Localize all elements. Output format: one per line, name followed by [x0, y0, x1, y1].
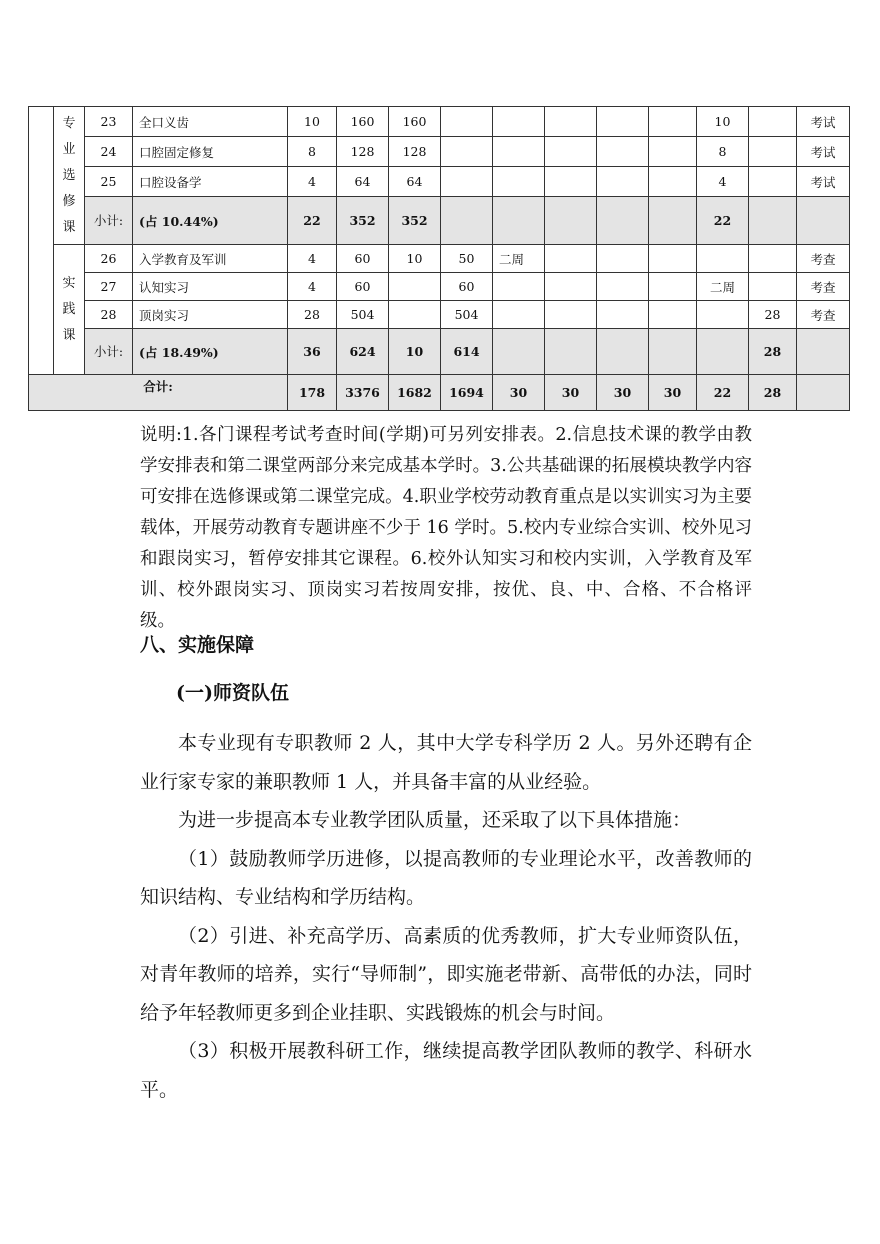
cell: 22 — [697, 197, 749, 245]
cell — [545, 301, 597, 329]
cell: 128 — [337, 137, 389, 167]
cell — [649, 107, 697, 137]
cell: 22 — [288, 197, 337, 245]
cell: 504 — [337, 301, 389, 329]
cell: 60 — [337, 245, 389, 273]
cell: 4 — [697, 167, 749, 197]
cell — [797, 329, 850, 375]
cell: 624 — [337, 329, 389, 375]
paragraph: 为进一步提高本专业教学团队质量，还采取了以下具体措施： — [178, 809, 692, 831]
paragraph: （3）积极开展教科研工作，继续提高教学团队教师的教学、科研水平。 — [140, 1040, 752, 1101]
subtotal-percent: (占 18.49%) — [133, 329, 288, 375]
table-row — [29, 273, 850, 301]
cell — [749, 167, 797, 197]
cell: 考试 — [797, 137, 850, 167]
cell — [441, 167, 493, 197]
cell — [797, 197, 850, 245]
cell: 128 — [389, 137, 441, 167]
course-no: 23 — [85, 107, 133, 137]
cell: 30 — [649, 375, 697, 411]
cell — [545, 137, 597, 167]
cell — [649, 301, 697, 329]
cell: 352 — [337, 197, 389, 245]
cell — [493, 137, 545, 167]
course-no: 25 — [85, 167, 133, 197]
category-cell: 实践课 — [54, 245, 85, 375]
subtotal-row — [29, 329, 850, 375]
body-text — [140, 724, 752, 1109]
cell: 考查 — [797, 301, 850, 329]
cell — [493, 167, 545, 197]
cell — [597, 329, 649, 375]
course-schedule-table — [28, 106, 850, 411]
cell: 60 — [337, 273, 389, 301]
cell: 160 — [389, 107, 441, 137]
course-no: 24 — [85, 137, 133, 167]
cell — [597, 273, 649, 301]
cell — [697, 301, 749, 329]
cell — [597, 137, 649, 167]
cell — [493, 301, 545, 329]
course-name: 口腔固定修复 — [133, 137, 288, 167]
cell: 64 — [389, 167, 441, 197]
table-row — [29, 107, 850, 137]
cell: 考查 — [797, 245, 850, 273]
cell: 10 — [697, 107, 749, 137]
cell — [649, 329, 697, 375]
category-cell: 专业选修课 — [54, 107, 85, 245]
cell — [749, 107, 797, 137]
cell: 4 — [288, 273, 337, 301]
section-heading: 八、实施保障 — [140, 634, 255, 656]
cell — [545, 167, 597, 197]
cell — [649, 273, 697, 301]
cell — [545, 107, 597, 137]
cell: 28 — [288, 301, 337, 329]
cell: 30 — [493, 375, 545, 411]
cell: 64 — [337, 167, 389, 197]
cell — [749, 137, 797, 167]
cell — [545, 197, 597, 245]
cell: 二周 — [493, 245, 545, 273]
cell: 考试 — [797, 107, 850, 137]
cell: 4 — [288, 245, 337, 273]
subsection-heading: (一)师资队伍 — [176, 682, 289, 704]
cell — [649, 167, 697, 197]
cell: 30 — [545, 375, 597, 411]
cell: 60 — [441, 273, 493, 301]
cell: 1682 — [389, 375, 441, 411]
table-row — [29, 137, 850, 167]
cell: 504 — [441, 301, 493, 329]
cell — [389, 301, 441, 329]
cell: 考查 — [797, 273, 850, 301]
cell — [493, 107, 545, 137]
cell: 10 — [288, 107, 337, 137]
cell: 10 — [389, 245, 441, 273]
paragraph: 本专业现有专职教师 2 人，其中大学专科学历 2 人。另外还聘有企业行家专家的兼职教师 1 人，并具备丰富的从业经验。 — [140, 732, 752, 793]
cell: 160 — [337, 107, 389, 137]
subtotal-label: 小计: — [85, 197, 133, 245]
table-row — [29, 245, 850, 273]
cell: 28 — [749, 375, 797, 411]
course-no: 26 — [85, 245, 133, 273]
cell — [697, 245, 749, 273]
course-name: 认知实习 — [133, 273, 288, 301]
cell — [545, 245, 597, 273]
cell: 614 — [441, 329, 493, 375]
cell — [493, 273, 545, 301]
paragraph: （1）鼓励教师学历进修，以提高教师的专业理论水平，改善教师的知识结构、专业结构和学历结构。 — [140, 847, 752, 908]
cell — [597, 197, 649, 245]
cell: 28 — [749, 329, 797, 375]
cell — [389, 273, 441, 301]
cell: 30 — [597, 375, 649, 411]
subtotal-percent: (占 10.44%) — [133, 197, 288, 245]
subtotal-row — [29, 197, 850, 245]
cell: 28 — [749, 301, 797, 329]
course-no: 27 — [85, 273, 133, 301]
paragraph: （2）引进、补充高学历、高素质的优秀教师，扩大专业师资队伍，对青年教师的培养，实行“导师制”，即实施老带新、高带低的办法，同时给予年轻教师更多到企业挂职、实践锻炼的机会与时间。 — [140, 924, 752, 1024]
cell: 考试 — [797, 167, 850, 197]
cell: 8 — [288, 137, 337, 167]
course-name: 口腔设备学 — [133, 167, 288, 197]
cell — [441, 137, 493, 167]
cell — [649, 137, 697, 167]
cell — [493, 329, 545, 375]
cell: 二周 — [697, 273, 749, 301]
cell: 10 — [389, 329, 441, 375]
cell: 4 — [288, 167, 337, 197]
cell: 22 — [697, 375, 749, 411]
cell: 352 — [389, 197, 441, 245]
course-no: 28 — [85, 301, 133, 329]
cell: 1694 — [441, 375, 493, 411]
cell — [649, 197, 697, 245]
cell — [597, 107, 649, 137]
course-name: 入学教育及军训 — [133, 245, 288, 273]
cell — [597, 301, 649, 329]
cell — [749, 273, 797, 301]
cell — [597, 245, 649, 273]
course-name: 顶岗实习 — [133, 301, 288, 329]
cell — [697, 329, 749, 375]
course-name: 全口义齿 — [133, 107, 288, 137]
cell — [749, 245, 797, 273]
cell: 8 — [697, 137, 749, 167]
cell — [441, 197, 493, 245]
table-row — [29, 301, 850, 329]
cell — [797, 375, 850, 411]
cell: 50 — [441, 245, 493, 273]
cell — [749, 197, 797, 245]
cell — [545, 273, 597, 301]
cell — [441, 107, 493, 137]
cell — [597, 167, 649, 197]
total-label: 合计: — [29, 375, 288, 411]
table-row — [29, 167, 850, 197]
cell — [493, 197, 545, 245]
total-row — [29, 375, 850, 411]
cell — [545, 329, 597, 375]
cell — [649, 245, 697, 273]
cell: 178 — [288, 375, 337, 411]
cell: 3376 — [337, 375, 389, 411]
outer-category-cell — [29, 107, 54, 375]
subtotal-label: 小计: — [85, 329, 133, 375]
cell: 36 — [288, 329, 337, 375]
table-note: 说明:1.各门课程考试考查时间(学期)可另列安排表。2.信息技术课的教学由教学安排表和第二课堂两部分来完成基本学时。3.公共基础课的拓展模块教学内容可安排在选修课或第二课堂完成。4.职业学校劳动教育重点是以实训实习为主要载体，开展劳动教育专题讲座不少于 16 学时。5.校内专业综合实训、校外见习和跟岗实习，暂停安排其它课程。6.校外认知实习和校内实训，入学教育及军训、校外跟岗实习、顶岗实习若按周安排，按优、良、中、合格、不合格评级。 — [140, 425, 752, 631]
